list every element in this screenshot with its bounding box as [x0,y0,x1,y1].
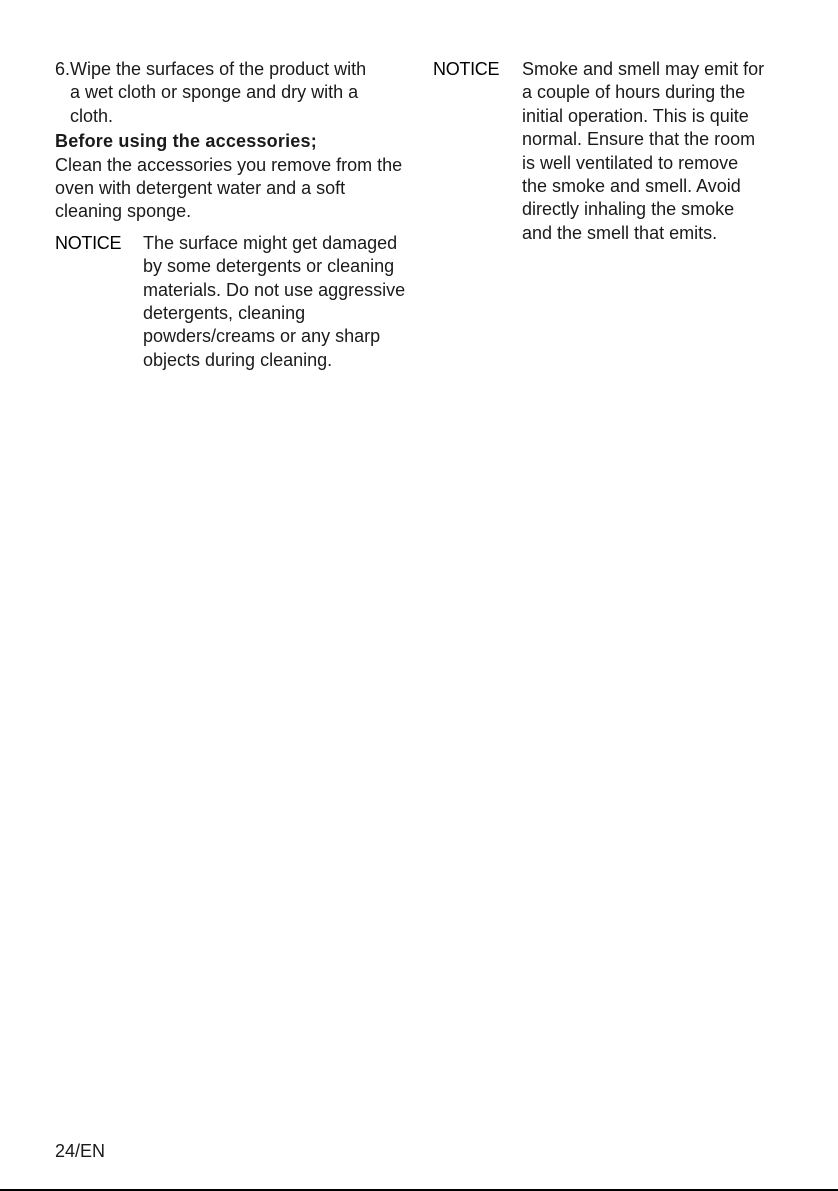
notice-block-left [55,232,407,372]
notice-text: The surface might get damaged by some detergents or cleaning materials. Do not use aggressive detergents, cleaning powders/creams or any sharp objects during cleaning. [143,232,406,370]
step-6 [55,58,407,128]
notice-block-right [433,58,768,245]
page-number: 24/EN [55,1141,106,1161]
notice-text: Smoke and smell may emit for a couple of hours during the initial operation. This is quite normal. Ensure that the room is well ventilated to remove the smoke and smell. Avoid directly inhaling the smoke and the smell that emits. [522,59,765,243]
left-column [55,58,407,372]
section-heading: Before using the accessories; [55,131,317,152]
step-line: a wet cloth or sponge and dry with a [70,82,359,103]
step-text [70,58,407,128]
step-line: cloth. [70,105,114,126]
step-line: Wipe the surfaces of the product with [70,59,367,79]
notice-label: NOTICE [433,59,500,79]
right-column [433,58,768,245]
step-number: 6. [55,59,71,79]
notice-label: NOTICE [55,232,122,253]
accessories-paragraph: Clean the accessories you remove from the oven with detergent water and a soft cleaning sponge. [55,154,403,222]
